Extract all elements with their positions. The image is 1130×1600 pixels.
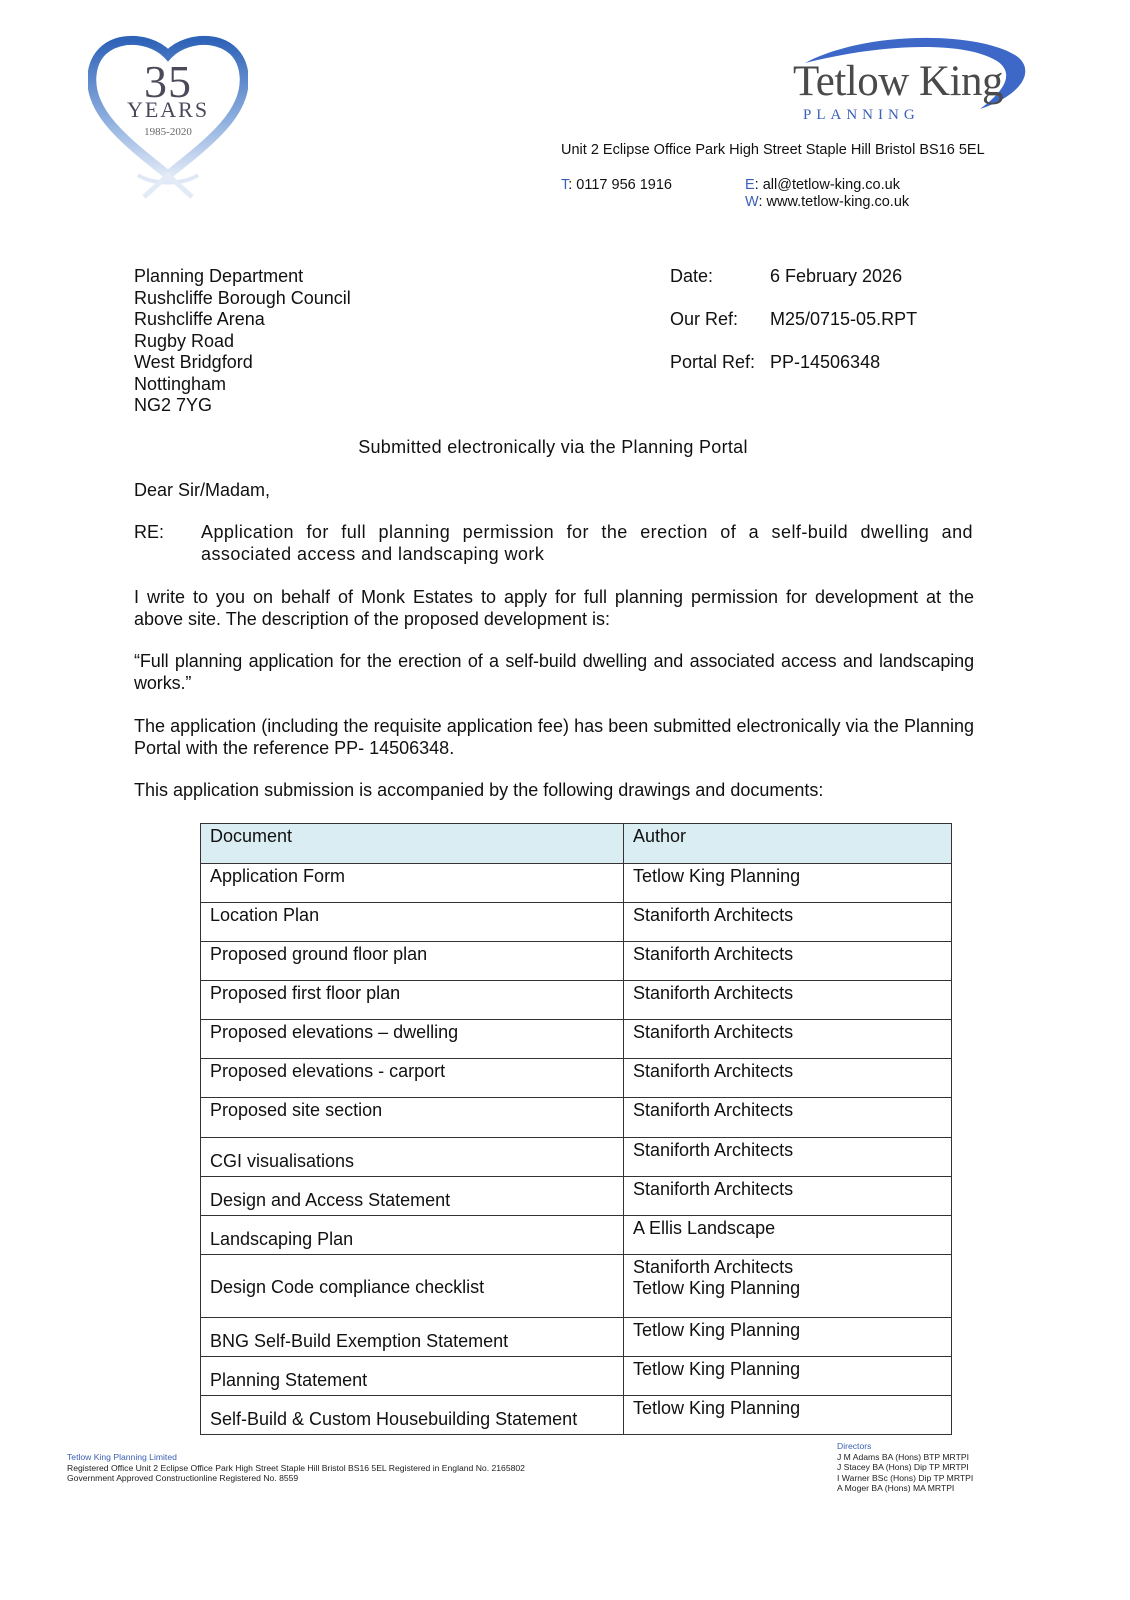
author-cell: Tetlow King Planning: [624, 1357, 952, 1396]
doc-cell: Proposed elevations – dwelling: [201, 1020, 624, 1059]
description-quote: “Full planning application for the erection of a self-build dwelling and associated access and landscaping works.”: [134, 651, 974, 693]
portal-label: Portal Ref:: [670, 352, 756, 372]
author-cell: Staniforth Architects: [624, 981, 952, 1020]
doc-cell: Design Code compliance checklist: [201, 1255, 624, 1318]
director-line: J M Adams BA (Hons) BTP MRTPI: [837, 1451, 969, 1462]
author-cell: Tetlow King Planning: [624, 864, 952, 903]
director-line: J Stacey BA (Hons) Dip TP MRTPI: [837, 1462, 969, 1472]
doc-cell: Landscaping Plan: [201, 1216, 624, 1255]
brand-subtitle: PLANNING: [803, 107, 920, 123]
table-row: [201, 942, 952, 981]
portal-value: PP-14506348: [770, 352, 881, 372]
doc-cell: Location Plan: [201, 903, 624, 942]
tel-number: : 0117 956 1916: [568, 177, 672, 193]
brand-name: Tetlow King: [793, 58, 1004, 105]
author-cell: Staniforth Architects: [624, 1098, 952, 1138]
footer-company: Tetlow King Planning Limited: [67, 1452, 177, 1462]
email-address: : all@tetlow-king.co.uk: [754, 177, 900, 193]
table-row: [201, 1098, 952, 1138]
recipient-line: Rugby Road: [134, 330, 235, 351]
ref-label: Our Ref:: [670, 309, 739, 329]
re-subject: Application for full planning permission for the erection of a self-build dwelling and associated access and landscaping work: [201, 522, 973, 564]
footer-registered: Registered Office Unit 2 Eclipse Office Park High Street Staple Hill Bristol BS16 5EL Registered in England No. 2165802: [67, 1462, 525, 1473]
author-cell: Staniforth Architects: [624, 942, 952, 981]
table-row: [201, 1177, 952, 1216]
author-cell: [624, 1255, 952, 1318]
author-cell: Staniforth Architects: [624, 903, 952, 942]
author-line: Tetlow King Planning: [633, 1278, 801, 1298]
doc-cell: Proposed elevations - carport: [201, 1059, 624, 1098]
table-row: [201, 903, 952, 942]
doc-cell: CGI visualisations: [201, 1138, 624, 1177]
submission-paragraph: The application (including the requisite application fee) has been submitted electronically via the Planning Portal with the reference PP- 14506348.: [134, 716, 974, 758]
footer-company-info: [67, 1452, 525, 1484]
author-cell: Staniforth Architects: [624, 1177, 952, 1216]
author-cell: Staniforth Architects: [624, 1020, 952, 1059]
re-label: RE:: [134, 522, 165, 542]
table-row: [201, 1059, 952, 1098]
author-line: Staniforth Architects: [633, 1257, 794, 1277]
table-row: [201, 1138, 952, 1177]
author-cell: Tetlow King Planning: [624, 1318, 952, 1357]
telephone: [561, 177, 672, 193]
doc-cell: BNG Self-Build Exemption Statement: [201, 1318, 624, 1357]
directors-title: Directors: [837, 1441, 872, 1451]
footer-directors: [837, 1441, 973, 1494]
documents-table: [200, 823, 952, 1435]
table-row: [201, 1020, 952, 1059]
website: [745, 194, 909, 210]
doc-cell: Proposed site section: [201, 1098, 624, 1138]
recipient-line: NG2 7YG: [134, 395, 213, 415]
author-cell: Staniforth Architects: [624, 1138, 952, 1177]
director-line: A Moger BA (Hons) MA MRTPI: [837, 1483, 955, 1493]
doc-cell: Proposed first floor plan: [201, 981, 624, 1020]
header-document: Document: [201, 824, 624, 864]
author-cell: A Ellis Landscape: [624, 1216, 952, 1255]
table-row: [201, 1396, 952, 1435]
footer-gov: Government Approved Constructionline Registered No. 8559: [67, 1473, 299, 1483]
table-row: [201, 1216, 952, 1255]
brand-logo: [775, 33, 1055, 133]
date-value: 6 February 2026: [770, 266, 903, 286]
office-address: Unit 2 Eclipse Office Park High Street Staple Hill Bristol BS16 5EL: [561, 142, 985, 158]
anniversary-logo: [88, 35, 248, 200]
date-label: Date:: [670, 266, 714, 286]
tel-label: T: [561, 177, 569, 193]
recipient-line: Rushcliffe Borough Council: [134, 287, 351, 308]
ref-value: M25/0715-05.RPT: [770, 309, 918, 329]
email-label: E: [745, 177, 755, 193]
doc-cell: Design and Access Statement: [201, 1177, 624, 1216]
director-line: I Warner BSc (Hons) Dip TP MRTPI: [837, 1472, 974, 1483]
intro-paragraph: I write to you on behalf of Monk Estates to apply for full planning permission for development at the above site. The description of the proposed development is:: [134, 587, 974, 629]
doc-cell: Proposed ground floor plan: [201, 942, 624, 981]
documents-intro: This application submission is accompanied by the following drawings and documents:: [134, 780, 824, 800]
recipient-line: Planning Department: [134, 266, 304, 286]
email: [745, 177, 900, 193]
header-author: Author: [624, 824, 952, 864]
salutation: Dear Sir/Madam,: [134, 480, 271, 500]
table-row: [201, 1255, 952, 1318]
anniversary-word: YEARS: [126, 97, 210, 122]
doc-cell: Application Form: [201, 864, 624, 903]
author-cell: Tetlow King Planning: [624, 1396, 952, 1435]
table-row: [201, 1318, 952, 1357]
anniversary-number: 35: [144, 56, 192, 107]
recipient-line: West Bridgford: [134, 352, 253, 372]
table-row: [201, 981, 952, 1020]
recipient-line: Nottingham: [134, 373, 227, 394]
recipient-line: Rushcliffe Arena: [134, 309, 265, 329]
table-header-row: [201, 824, 952, 864]
doc-cell: Planning Statement: [201, 1357, 624, 1396]
doc-cell: Self-Build & Custom Housebuilding Statement: [201, 1396, 624, 1435]
submitted-note: Submitted electronically via the Planning Portal: [358, 437, 748, 457]
author-cell: Staniforth Architects: [624, 1059, 952, 1098]
recipient-address: [134, 266, 351, 417]
web-label: W: [745, 194, 759, 210]
table-row: [201, 1357, 952, 1396]
anniversary-range: 1985-2020: [144, 126, 192, 138]
web-address: : www.tetlow-king.co.uk: [758, 194, 910, 210]
table-row: [201, 864, 952, 903]
